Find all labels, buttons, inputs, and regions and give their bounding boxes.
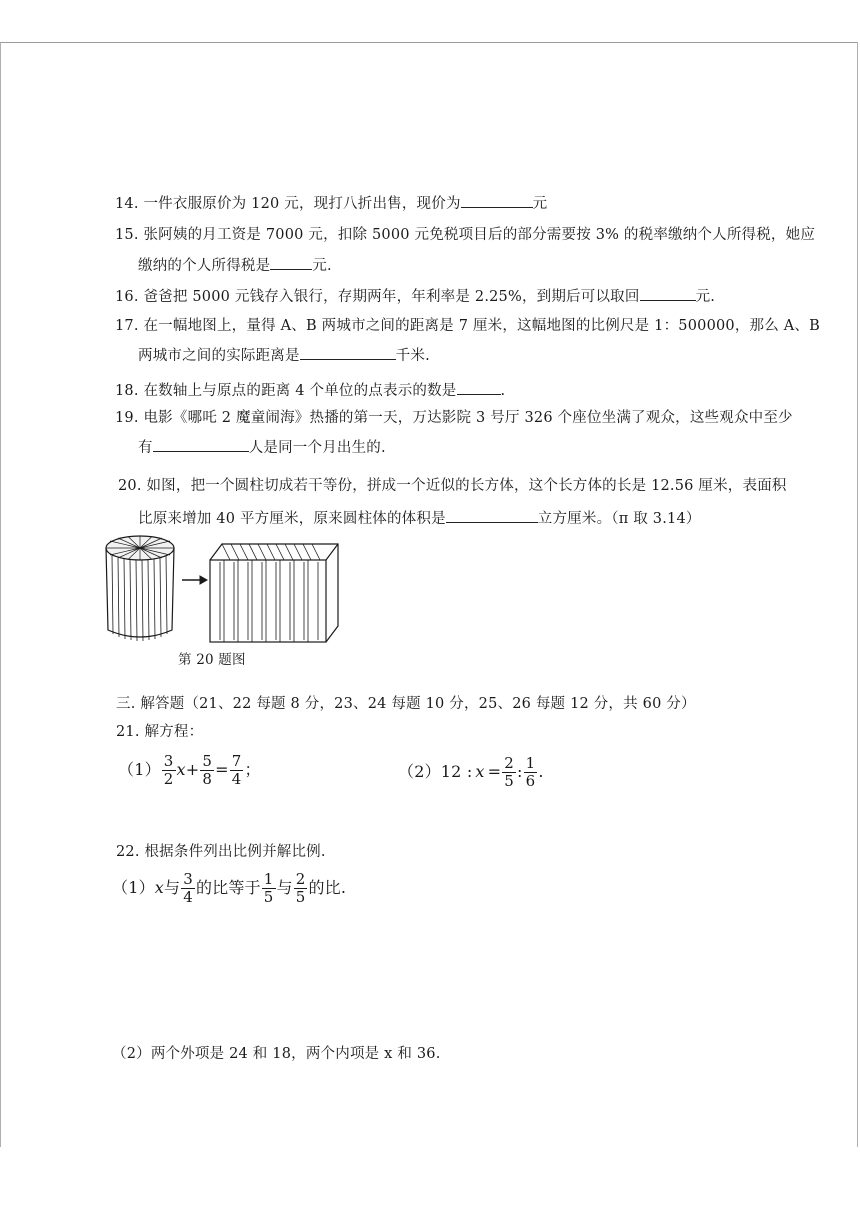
question-14 <box>115 193 547 214</box>
numerator: 2 <box>295 869 306 888</box>
q20-text: 比原来增加 40 平方厘米，原来圆柱体的体积是 <box>138 511 446 527</box>
question-20-line1: 20. 如图，把一个圆柱切成若干等份，拼成一个近似的长方体，这个长方体的长是 12.56 厘米，表面积 <box>118 478 787 494</box>
q15-answer-blank[interactable] <box>270 255 312 270</box>
punctuation: . <box>538 762 544 781</box>
fraction <box>294 871 308 906</box>
question-22-part1 <box>112 868 346 909</box>
cuboid-icon <box>210 544 338 642</box>
question-21-title: 21. 解方程： <box>116 724 204 740</box>
question-17-line2 <box>138 345 430 366</box>
variable-x: x <box>154 878 165 897</box>
numerator: 3 <box>163 751 174 770</box>
fraction <box>181 871 195 906</box>
denominator: 5 <box>295 887 306 906</box>
cylinder-icon <box>106 536 174 641</box>
q19-text: 有 <box>138 440 153 456</box>
q18-text: 18. 在数轴上与原点的距离 4 个单位的点表示的数是 <box>115 383 457 399</box>
q22-text: 的比. <box>308 878 347 897</box>
denominator: 5 <box>504 771 515 790</box>
fraction <box>262 871 276 906</box>
question-19-line1: 19. 电影《哪吒 2 魔童闹海》热播的第一天，万达影院 3 号厅 326 个座位坐满了观众，这些观众中至少 <box>115 410 793 426</box>
fraction <box>230 753 244 788</box>
question-21-part2 <box>398 752 544 793</box>
numerator: 1 <box>525 753 536 772</box>
denominator: 6 <box>525 771 536 790</box>
variable-x: x <box>475 762 485 781</box>
question-17-line1: 17. 在一幅地图上，量得 A、B 两城市之间的距离是 7 厘米，这幅地图的比例尺是 1：500000，那么 A、B <box>115 318 820 334</box>
denominator: 8 <box>202 769 213 788</box>
arrow-right-icon <box>182 576 207 584</box>
q16-text: 16. 爸爸把 5000 元钱存入银行，存期两年，年利率是 2.25%，到期后可以取回 <box>115 289 640 305</box>
fraction <box>162 753 176 788</box>
denominator: 4 <box>183 887 193 906</box>
question-18 <box>115 380 505 401</box>
numerator: 5 <box>202 751 213 770</box>
plus-sign: + <box>185 760 200 779</box>
fraction <box>200 753 214 788</box>
numerator: 3 <box>183 869 193 888</box>
q18-answer-blank[interactable] <box>457 380 501 395</box>
denominator: 4 <box>231 769 242 788</box>
q22-p1-label: （1） <box>112 878 155 897</box>
q22-text: 与 <box>164 878 181 897</box>
q18-end: . <box>500 383 506 399</box>
denominator: 5 <box>263 887 274 906</box>
question-19-line2 <box>138 437 386 458</box>
colon: : <box>517 762 523 781</box>
q20-unit: 立方厘米。（π 取 3.14） <box>537 511 701 527</box>
q17-text: 两城市之间的实际距离是 <box>138 348 300 364</box>
variable-x: x <box>176 760 186 779</box>
fraction <box>524 755 538 790</box>
q16-answer-blank[interactable] <box>640 286 696 301</box>
q21-p2-lhs: 12 : <box>440 762 473 781</box>
question-16 <box>115 286 715 307</box>
question-22-title: 22. 根据条件列出比例并解比例. <box>116 844 326 860</box>
question-15-line1: 15. 张阿姨的月工资是 7000 元，扣除 5000 元免税项目后的部分需要按 3% 的税率缴纳个人所得税，她应 <box>115 227 816 243</box>
q17-unit: 千米. <box>395 348 430 364</box>
q21-p2-label: （2） <box>398 762 441 781</box>
q19-answer-blank[interactable] <box>153 437 249 452</box>
punctuation: ； <box>244 760 261 779</box>
numerator: 2 <box>504 753 515 772</box>
q16-unit: 元. <box>695 289 716 305</box>
q22-text: 的比等于 <box>195 878 261 897</box>
question-15-line2 <box>138 255 332 276</box>
fraction <box>502 755 516 790</box>
q15-unit: 元. <box>312 258 332 274</box>
q15-text: 缴纳的个人所得税是 <box>138 258 271 274</box>
cylinder-to-cuboid-figure <box>100 530 340 650</box>
numerator: 1 <box>263 869 274 888</box>
question-21-part1 <box>118 750 261 791</box>
q17-answer-blank[interactable] <box>300 345 396 360</box>
denominator: 2 <box>163 769 174 788</box>
equals-sign: = <box>487 762 502 781</box>
q14-text: 14. 一件衣服原价为 120 元，现打八折出售，现价为 <box>115 196 461 212</box>
q19-text-end: 人是同一个月出生的. <box>248 440 386 456</box>
q21-p1-label: （1） <box>118 760 161 779</box>
figure-caption: 第 20 题图 <box>178 652 246 668</box>
q22-text: 与 <box>276 878 293 897</box>
equals-sign: = <box>215 760 229 779</box>
section-3-title: 三. 解答题（21、22 每题 8 分，23、24 每题 10 分，25、26 每题 12 分，共 60 分） <box>116 696 696 712</box>
question-22-part2: （2）两个外项是 24 和 18，两个内项是 x 和 36. <box>112 1046 441 1062</box>
q20-answer-blank[interactable] <box>446 508 538 523</box>
numerator: 7 <box>231 751 242 770</box>
q14-answer-blank[interactable] <box>461 193 533 208</box>
q14-unit: 元 <box>532 196 548 212</box>
question-20-line2 <box>138 508 701 529</box>
